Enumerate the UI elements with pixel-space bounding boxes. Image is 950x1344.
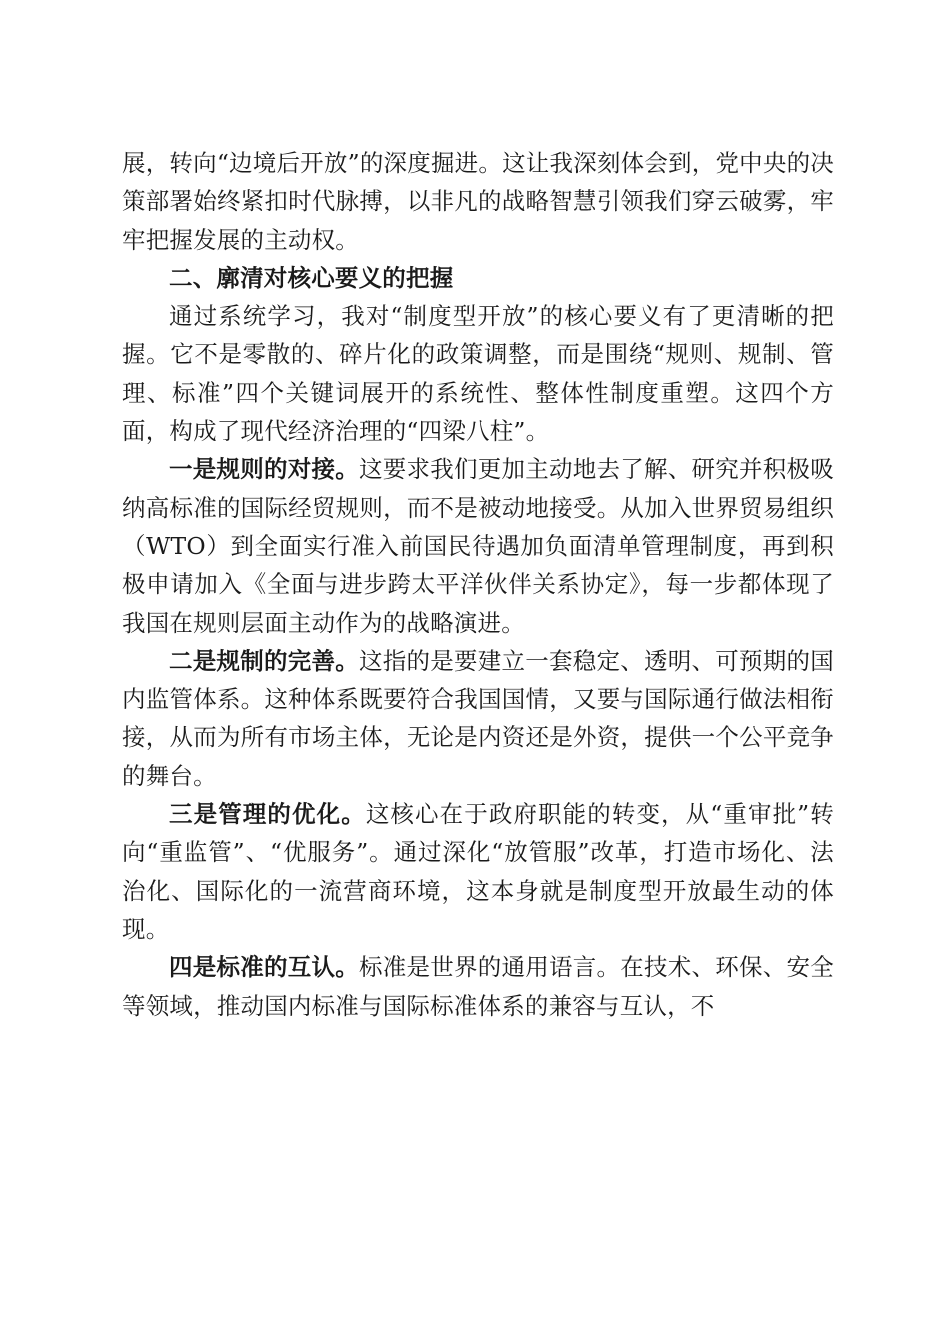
paragraph-continuation: 展，转向“边境后开放”的深度掘进。这让我深刻体会到，党中央的决策部署始终紧扣时代脉搏，以非凡的战略智慧引领我们穿云破雾，牢牢把握发展的主动权。 [122,149,834,254]
paragraph-regulation [122,642,834,795]
paragraph-management [122,795,834,948]
paragraph-rules-body: 这要求我们更加主动地去了解、研究并积极吸纳高标准的国际经贸规则，而不是被动地接受。从加入世界贸易组织（WTO）到全面实行准入前国民待遇加负面清单管理制度，再到积极申请加入《全面与进步跨太平洋伙伴关系协定》，每一步都体现了我国在规则层面主动作为的战略演进。 [122,455,834,637]
section-heading: 二、廓清对核心要义的把握 [169,263,454,292]
document-page [122,144,834,1025]
paragraph-standards-body: 标准是世界的通用语言。在技术、环保、安全等领域，推动国内标准与国际标准体系的兼容与互认，不 [122,953,834,1020]
paragraph-management-body: 这核心在于政府职能的转变，从“重审批”转向“重监管”、“优服务”。通过深化“放管服”改革，打造市场化、法治化、国际化的一流营商环境，这本身就是制度型开放最生动的体现。 [122,800,834,943]
paragraph-rules-lead: 一是规则的对接。 [169,455,360,484]
paragraph-regulation-lead: 二是规制的完善。 [169,646,360,675]
paragraph-core-meaning: 通过系统学习，我对“制度型开放”的核心要义有了更清晰的把握。它不是零散的、碎片化的政策调整，而是围绕“规则、规制、管理、标准”四个关键词展开的系统性、整体性制度重塑。这四个方面，构成了现代经济治理的“四梁八柱”。 [122,302,834,446]
paragraph-management-lead: 三是管理的优化。 [169,800,366,829]
paragraph-rules [122,450,834,641]
paragraph-standards-lead: 四是标准的互认。 [169,953,360,982]
paragraph-regulation-body: 这指的是要建立一套稳定、透明、可预期的国内监管体系。这种体系既要符合我国国情，又要与国际通行做法相衔接，从而为所有市场主体，无论是内资还是外资，提供一个公平竞争的舞台。 [122,646,834,790]
paragraph-standards [122,948,834,1025]
